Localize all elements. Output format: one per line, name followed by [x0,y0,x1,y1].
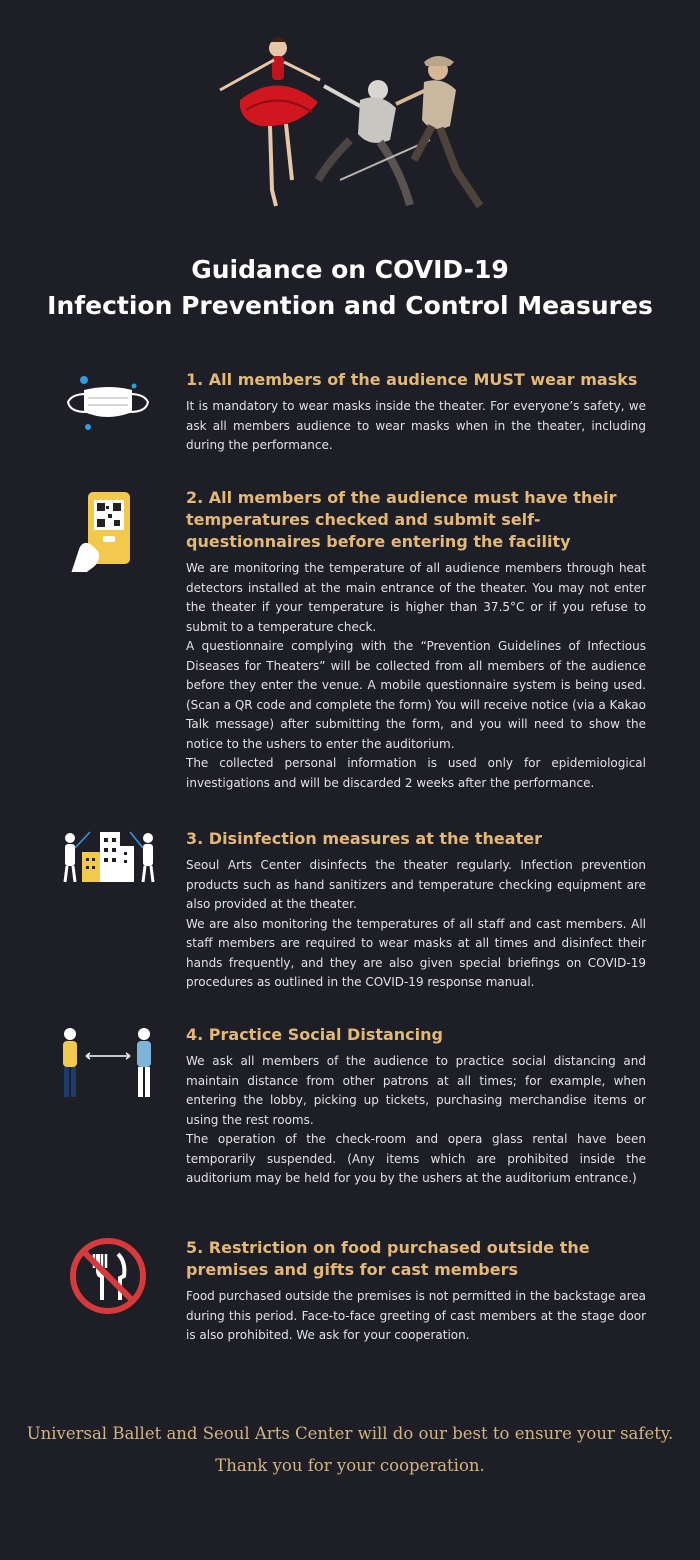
no-food-icon [68,1236,148,1316]
footer-line-2: Thank you for your cooperation. [215,1456,485,1475]
section-title: 4. Practice Social Distancing [186,1025,443,1044]
section-paragraph: Food purchased outside the premises is not permitted in the backstage area during this period. Face-to-face greeting of cast members at the stage door is also prohibited. We ask for your cooperation. [186,1289,646,1342]
social-distance-icon [58,1026,158,1100]
section-disinfection [186,828,646,993]
section-masks [186,369,646,456]
section-paragraph: It is mandatory to wear masks inside the theater. For everyone’s safety, we ask all members audience to wear masks when in the theater, including during the performance. [186,399,646,452]
page-title-line-2: Infection Prevention and Control Measures [47,291,653,320]
section-social-distancing [186,1024,646,1189]
section-paragraph: The collected personal information is used only for epidemiological investigations and will be discarded 2 weeks after the performance. [186,756,646,790]
section-paragraph: We are also monitoring the temperatures of all staff and cast members. All staff members are required to wear masks at all times and disinfect their hands frequently, and they are also given special briefings on COVID-19 procedures as outlined in the COVID-19 response manual. [186,916,646,989]
section-paragraph: We ask all members of the audience to practice social distancing and maintain distance from other patrons at all times; for example, when entering the lobby, picking up tickets, purchasing merchandise items or using the rest rooms. [186,1054,646,1127]
section-paragraph: We are monitoring the temperature of all audience members through heat detectors installed at the main entrance of the theater. You may not enter the theater if your temperature is higher than 37.5°C or if you refuse to submit to a temperature check. [186,561,646,634]
disinfection-icon [60,826,158,884]
qr-phone-icon [70,490,134,574]
section-paragraph: The operation of the check-room and opera glass rental have been temporarily suspended. (Any items which are prohibited inside the auditorium may be held for you by the ushers at the auditorium entrance.) [186,1132,646,1185]
ballet-dancers-image [200,30,500,220]
section-food-restriction [186,1237,646,1346]
section-title: 3. Disinfection measures at the theater [186,829,542,848]
section-title: 5. Restriction on food purchased outside the premises and gifts for cast members [186,1238,590,1279]
section-temperature [186,487,646,793]
section-paragraph: Seoul Arts Center disinfects the theater regularly. Infection prevention products such as hand sanitizers and temperature checking equipment are also provided at the theater. [186,858,646,911]
section-paragraph: A questionnaire complying with the “Prevention Guidelines of Infectious Diseases for Theaters” will be collected from all members of the audience before they enter the venue. A mobile questionnaire system is being used. (Scan a QR code and complete the form) You will receive notice (via a Kakao Talk message) after submitting the form, and you will need to show the notice to the ushers to enter the auditorium. [186,639,646,751]
section-title: 2. All members of the audience must have their temperatures checked and submit self-questionnaires before entering the facility [186,488,617,551]
page-title-line-1: Guidance on COVID-19 [191,255,509,284]
face-mask-icon [62,372,154,434]
page-title [0,252,700,324]
section-title: 1. All members of the audience MUST wear masks [186,370,638,389]
footer-line-1: Universal Ballet and Seoul Arts Center will do our best to ensure your safety. [26,1424,674,1443]
